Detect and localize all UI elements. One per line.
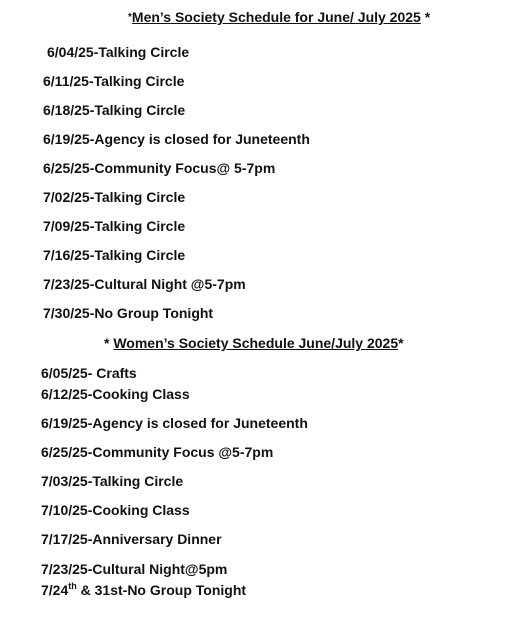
womens-schedule-title: Women’s Society Schedule June/July 2025: [113, 335, 399, 351]
heading-asterisk-trail: *: [398, 335, 404, 351]
mens-schedule-entry: 6/25/25-Community Focus@ 5-7pm: [43, 160, 276, 176]
entry-text-suffix: & 31st-No Group Tonight: [76, 582, 247, 598]
womens-schedule-heading: [104, 335, 404, 351]
mens-schedule-entry: 7/30/25-No Group Tonight: [43, 305, 214, 321]
mens-schedule-entry: 7/02/25-Talking Circle: [43, 189, 186, 205]
womens-schedule-entry: 7/03/25-Talking Circle: [41, 473, 184, 489]
womens-schedule-entry: 7/23/25-Cultural Night@5pm: [41, 561, 228, 577]
heading-asterisk-trail: *: [420, 9, 431, 25]
womens-schedule-entry: 6/19/25-Agency is closed for Juneteenth: [41, 415, 308, 431]
womens-schedule-entry: 6/05/25- Crafts: [41, 365, 137, 381]
mens-schedule-entry: 7/09/25-Talking Circle: [43, 218, 186, 234]
mens-schedule-title: Men’s Society Schedule for June/ July 2025: [131, 9, 421, 25]
ordinal-superscript: th: [68, 581, 77, 591]
heading-asterisk-lead: *: [104, 335, 114, 351]
womens-schedule-entry: 7/10/25-Cooking Class: [41, 502, 190, 518]
entry-date-prefix: 7/24: [41, 582, 69, 598]
womens-schedule-entry: 6/12/25-Cooking Class: [41, 386, 190, 402]
womens-schedule-entry: 6/25/25-Community Focus @5-7pm: [41, 444, 274, 460]
mens-schedule-entry: 6/18/25-Talking Circle: [43, 102, 186, 118]
mens-schedule-entry: 7/23/25-Cultural Night @5-7pm: [43, 276, 246, 292]
womens-schedule-entry: 7/17/25-Anniversary Dinner: [41, 531, 222, 547]
mens-schedule-entry: 6/04/25-Talking Circle: [47, 44, 190, 60]
mens-schedule-entry: 6/11/25-Talking Circle: [43, 73, 185, 89]
mens-schedule-entry: 6/19/25-Agency is closed for Juneteenth: [43, 131, 310, 147]
mens-schedule-heading: [128, 9, 430, 25]
womens-schedule-entry: [41, 582, 246, 598]
heading-asterisk-lead: *: [128, 12, 132, 23]
mens-schedule-entry: 7/16/25-Talking Circle: [43, 247, 186, 263]
